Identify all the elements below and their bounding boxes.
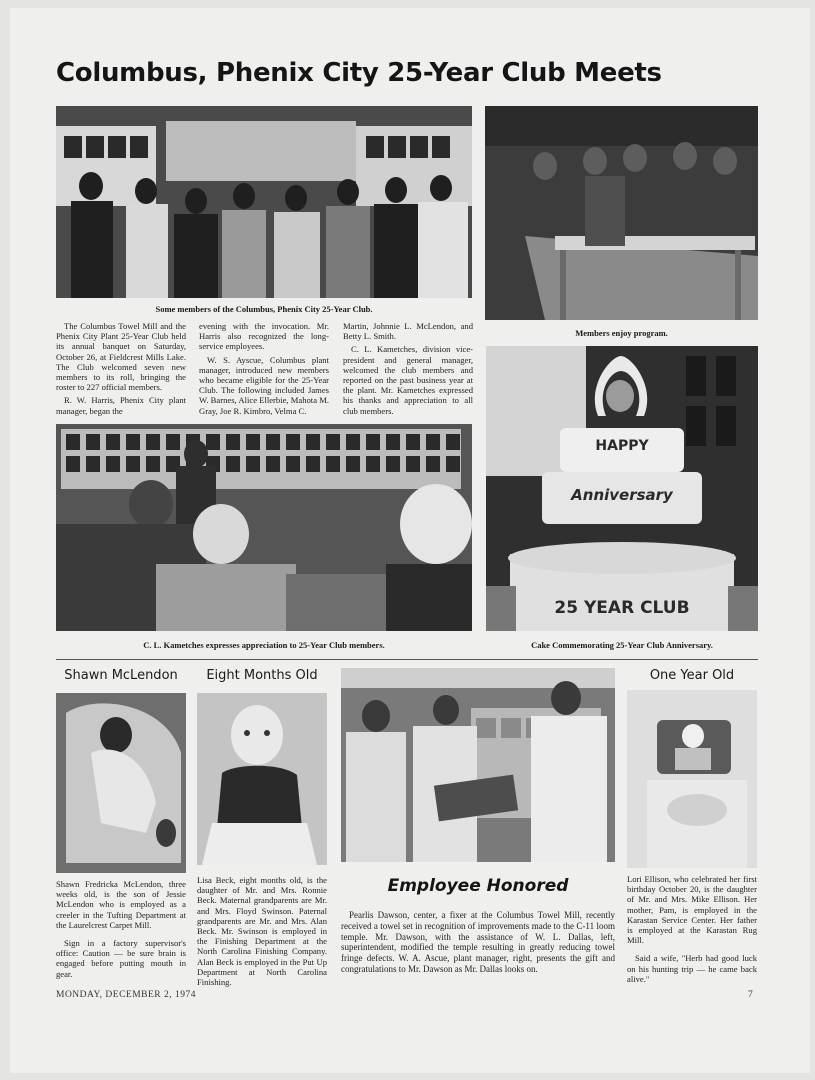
page-headline: Columbus, Phenix City 25-Year Club Meets (56, 58, 662, 88)
photo-anniversary-cake (486, 346, 758, 631)
article-paragraph: C. L. Kametches, division vice-president and general manager, welcomed the club members and reported on the past business year at the plant. Mr. Kametches expressed his thanks and appreciation to all club members. (343, 344, 473, 416)
article-column-2 (199, 321, 329, 419)
caption-members-program: Members enjoy program. (575, 328, 668, 338)
lori-filler: Said a wife, "Herb had good luck on his hunting trip — he came back alive." (627, 953, 757, 984)
lori-story (627, 874, 757, 987)
heading-shawn: Shawn McLendon (64, 668, 178, 683)
cake-text-bottom: 25 YEAR CLUB (554, 598, 690, 618)
article-column-1 (56, 321, 186, 419)
cake-text-top: HAPPY (595, 438, 649, 454)
photo-members-program (485, 106, 758, 320)
page-number: 7 (748, 990, 754, 1000)
caption-cake: Cake Commemorating 25-Year Club Anniversary. (531, 640, 713, 650)
lisa-caption: Lisa Beck, eight months old, is the daughter of Mr. and Mrs. Ronnie Beck. Maternal grandparents are Mr. and Mrs. Floyd Swinson. Paternal grandparents are Mr. and Mrs. Alan Beck. Mr. Swinson is employed in the Finishing Department at the North Carolina Finishing Company. Alan Beck is employed in the Put Up Department at North Carolina Finishing. (197, 875, 327, 988)
article-column-3 (343, 321, 473, 419)
footer-date: MONDAY, DECEMBER 2, 1974 (56, 990, 197, 1000)
caption-kametches: C. L. Kametches expresses appreciation to 25-Year Club members. (143, 640, 385, 650)
article-paragraph: The Columbus Towel Mill and the Phenix City Plant 25-Year Club held its annual banquet on Saturday, October 26, at Fieldcrest Mills Lake. The Club welcomed seven new members to its roll, bringing the roster to 227 official members. (56, 321, 186, 393)
employee-honored-title: Employee Honored (387, 876, 569, 896)
shawn-caption: Shawn Fredricka McLendon, three weeks old, is the son of Jessie McLendon who is employed as a creeler in the Tufting Department at the Laurelcrest Carpet Mill. (56, 879, 186, 930)
photo-lisa (197, 693, 327, 865)
photo-shawn (56, 693, 186, 873)
employee-honored-text: Pearlis Dawson, center, a fixer at the Columbus Towel Mill, recently received a towel set in recognition of improvements made to the C-11 loom temple. Mr. Dawson, with the assistance of W. L. Dallas, left, superintendent, modified the temple resulting in greatly reducing towel fringe defects. W. A. Ascue, plant manager, right, presents the gift and congratulations to Mr. Dawson as Mr. Dallas looks on. (341, 910, 615, 974)
heading-lori: One Year Old (649, 668, 735, 683)
photo-lori (627, 690, 757, 868)
lisa-story (197, 875, 327, 990)
photo-employee-honored (341, 668, 615, 862)
shawn-story (56, 879, 186, 982)
article-paragraph: evening with the invocation. Mr. Harris also recognized the long-service employees. (199, 321, 329, 352)
photo-club-members (56, 106, 472, 298)
article-paragraph: Martin, Johnnie L. McLendon, and Betty L. Smith. (343, 321, 473, 342)
cake-text-middle: Anniversary (571, 486, 673, 504)
photo-kametches-speaking (56, 424, 472, 631)
shawn-filler: Sign in a factory supervisor's office: Caution — be sure brain is engaged before putting mouth in gear. (56, 938, 186, 979)
article-paragraph: W. S. Ayscue, Columbus plant manager, introduced new members who became eligible for the 25-Year Club. The following included James W. Barnes, Alice Ellerbie, Mahota M. Gray, Joe R. Kimbro, Velma C. (199, 354, 329, 416)
heading-lisa: Eight Months Old (206, 668, 318, 683)
article-paragraph: R. W. Harris, Phenix City plant manager, began the (56, 395, 186, 416)
employee-honored-story (341, 910, 615, 978)
lori-caption: Lori Ellison, who celebrated her first birthday October 20, is the daughter of Mr. and Mrs. Mike Ellison. Her mother, Pam, is employed in the Karastan Service Center. Her father is employed at the Karastan Rug Mill. (627, 874, 757, 946)
section-divider (56, 659, 758, 660)
caption-club-members: Some members of the Columbus, Phenix City 25-Year Club. (155, 304, 373, 314)
